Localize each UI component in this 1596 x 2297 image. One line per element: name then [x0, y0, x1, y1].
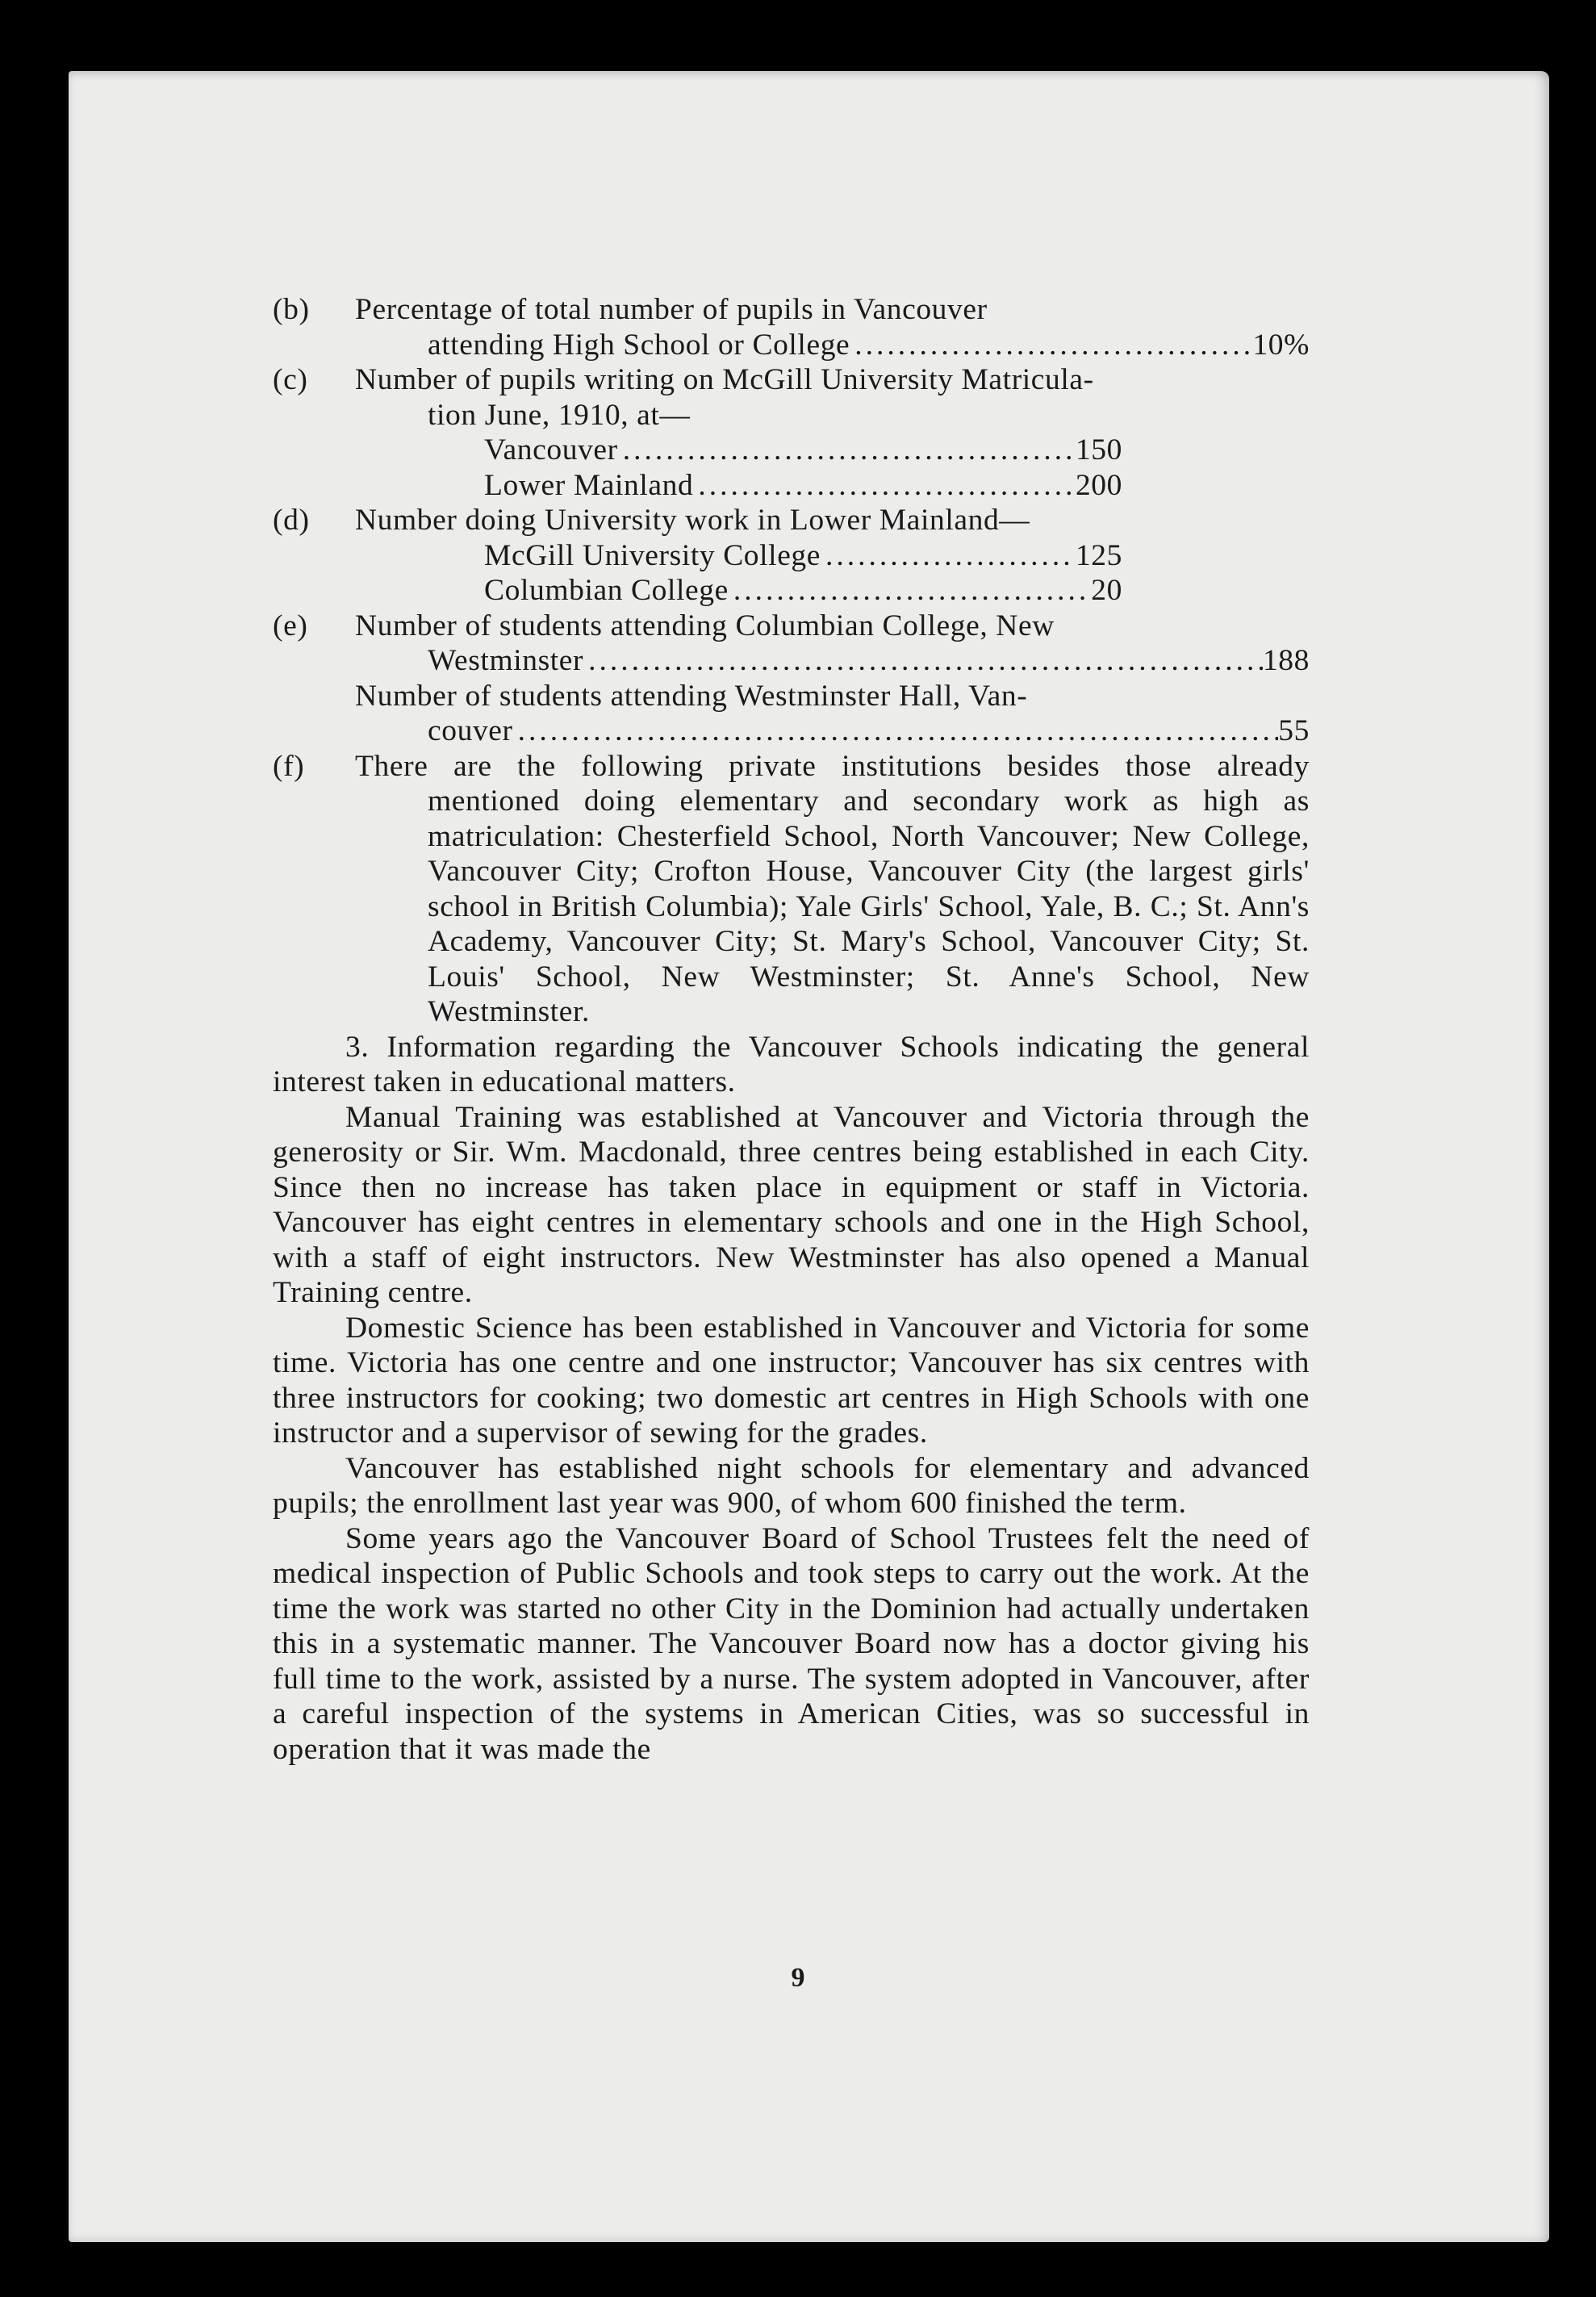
row-name: Vancouver [484, 433, 618, 467]
item-f-text: There are the following private institutions besides those already mentioned doing elementary and secondary work as high as matriculation: Chesterfield School, North Vancouver; New College, Vancouver City; Crofton House, Vancouver City (the largest girls' school in British Columbia); Yale Girls' School, Yale, B. C.; St. Ann's Academy, Vancouver City; St. Mary's School, Vancouver City; St. Louis' School, New Westminster; St. Anne's School, New Westminster. [355, 749, 1310, 1028]
dot-leader [821, 538, 1076, 574]
item-e-label: (e) [273, 609, 308, 642]
item-b-row-value: 10% [1252, 328, 1310, 362]
item-c-row-lower-mainland [355, 468, 1310, 504]
row-value: 55 [1278, 714, 1310, 747]
row-value: 200 [1075, 468, 1122, 502]
item-d-row-columbian [355, 573, 1310, 609]
item-b-row-name: attending High School or College [428, 328, 850, 362]
item-e-row-westminster [355, 643, 1310, 679]
item-e [273, 609, 1310, 749]
item-d-row-mcgill [355, 538, 1310, 574]
row-value: 125 [1075, 538, 1122, 572]
item-b [273, 292, 1310, 362]
page-body [273, 292, 1310, 1767]
row-name: McGill University College [484, 538, 821, 572]
page-number: 9 [791, 1963, 805, 1993]
row-name: Lower Mainland [484, 468, 694, 502]
item-c-line1: Number of pupils writing on McGill University Matricula- [355, 363, 1094, 396]
item-d-line1: Number doing University work in Lower Mainland— [355, 504, 1030, 537]
item-b-row [355, 328, 1310, 363]
item-c-label: (c) [273, 363, 308, 396]
row-name: Columbian College [484, 574, 729, 607]
row-value: 188 [1262, 644, 1310, 677]
dot-leader [583, 643, 1263, 679]
item-b-label: (b) [273, 293, 310, 326]
item-e-line2: Number of students attending Westminster Hall, Van- [355, 679, 1028, 713]
dot-leader [729, 573, 1091, 609]
item-f-label: (f) [273, 749, 305, 783]
row-name: couver [428, 714, 513, 747]
dot-leader [850, 328, 1252, 363]
dot-leader [513, 713, 1279, 749]
row-value: 20 [1091, 574, 1122, 607]
paragraph-medical-inspection: Some years ago the Vancouver Board of School Trustees felt the need of medical inspection of Public Schools and took steps to carry out the work. At the time the work was started no other City in the Dominion had actually undertaken this in a systematic manner. The Vancouver Board now has a doctor giving his full time to the work, assisted by a nurse. The system adopted in Vancouver, after a careful inspection of the systems in American Cities, was so successful in operation that it was made the [273, 1521, 1310, 1766]
item-d-label: (d) [273, 504, 310, 537]
row-name: Westminster [428, 644, 584, 677]
dot-leader [693, 468, 1076, 504]
paragraph-manual-training: Manual Training was established at Vancouver and Victoria through the generosity or Sir. Wm. Macdonald, three centres being established in each City. Since then no increase has taken place in equipment or staff in Victoria. Vancouver has eight centres in elementary schools and one in the High School, with a staff of eight instructors. New Westminster has also opened a Manual Training centre. [273, 1100, 1310, 1309]
paragraph-section-3: 3. Information regarding the Vancouver Schools indicating the general interest taken in educational matters. [273, 1030, 1310, 1098]
item-e-line1: Number of students attending Columbian College, New [355, 609, 1055, 642]
paragraph-night-schools: Vancouver has established night schools for elementary and advanced pupils; the enrollment last year was 900, of whom 600 finished the term. [273, 1451, 1310, 1520]
item-d [273, 503, 1310, 609]
item-b-text: Percentage of total number of pupils in Vancouver [355, 293, 988, 326]
item-c-line2: tion June, 1910, at— [428, 398, 691, 432]
dot-leader [618, 433, 1076, 468]
item-f [273, 749, 1310, 1030]
item-c [273, 362, 1310, 503]
row-value: 150 [1075, 433, 1122, 467]
item-c-row-vancouver [355, 433, 1310, 468]
paragraph-domestic-science: Domestic Science has been established in Vancouver and Victoria for some time. Victoria has one centre and one instructor; Vancouver has six centres with three instructors for cooking; two domestic art centres in High Schools with one instructor and a supervisor of sewing for the grades. [273, 1311, 1310, 1450]
item-e-row-vancouver [355, 713, 1310, 749]
